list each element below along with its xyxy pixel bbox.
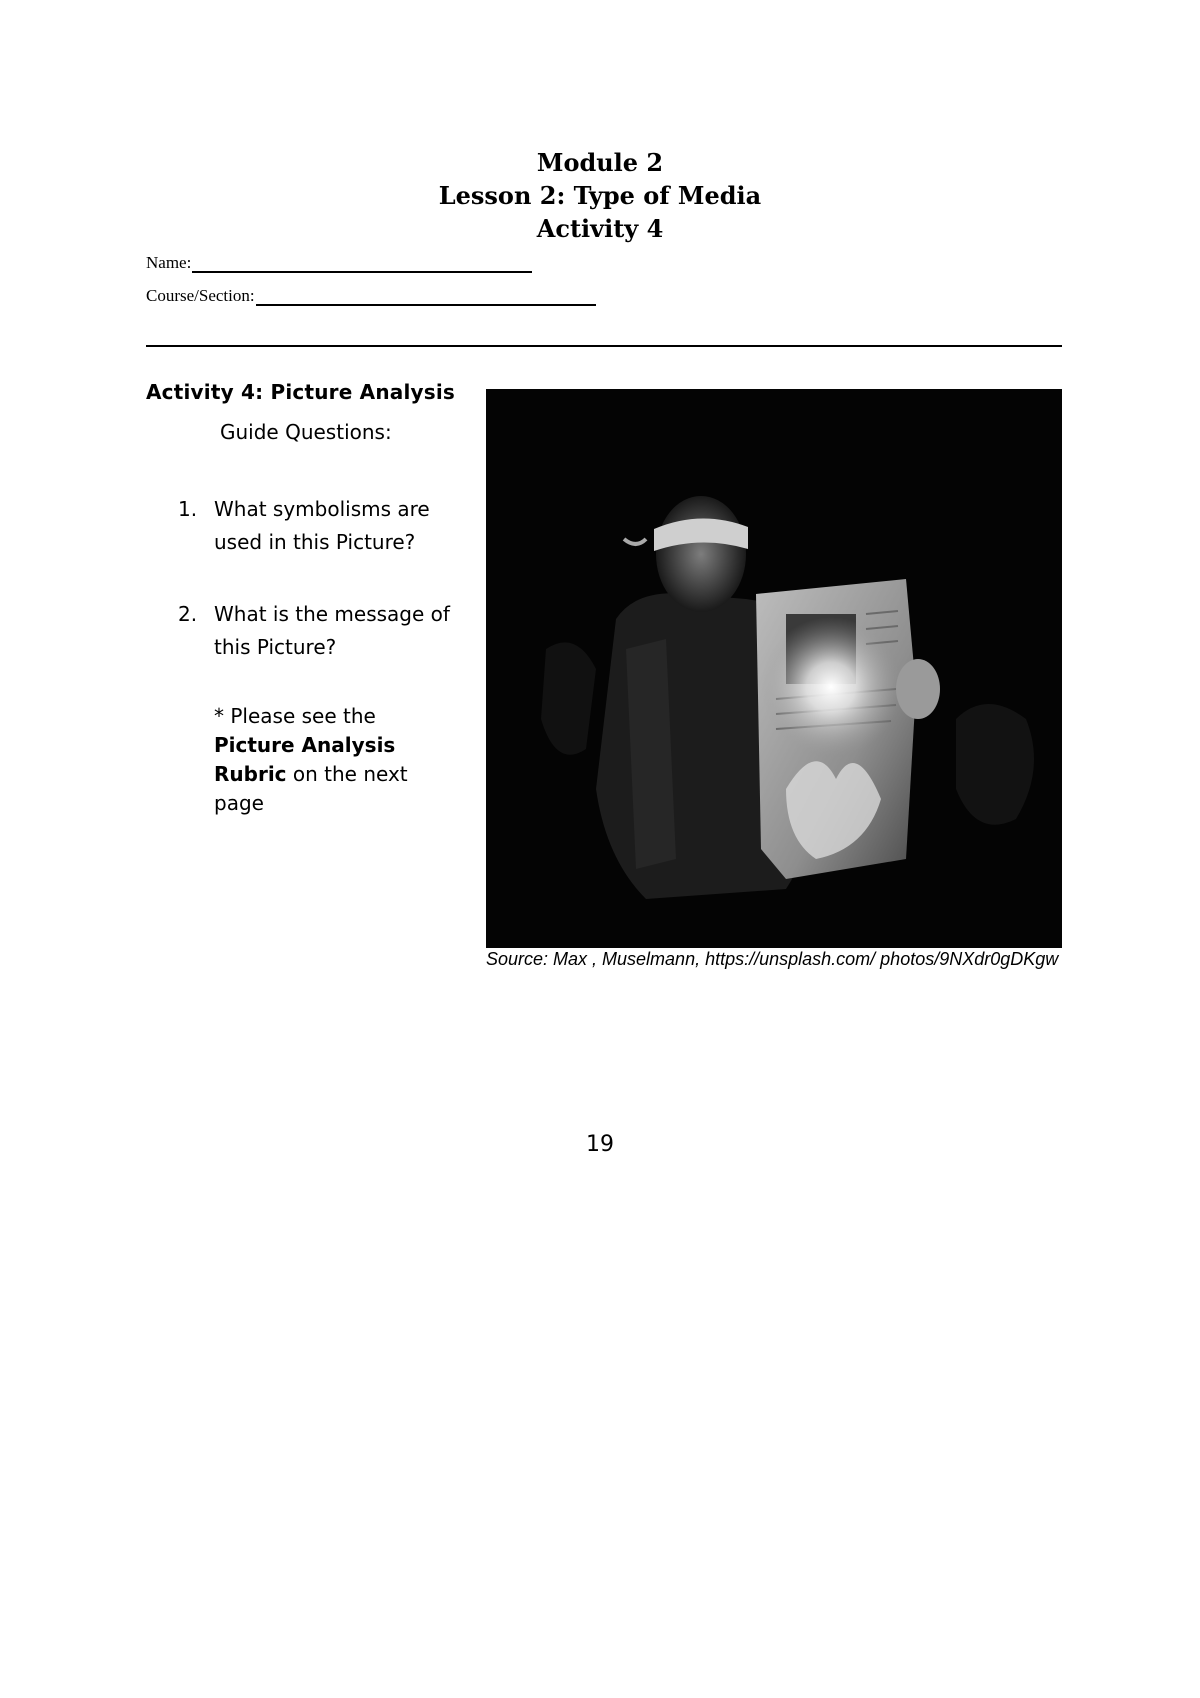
activity-title: Activity 4: Picture Analysis [146, 380, 456, 404]
rubric-note-suffix: on the next page [214, 762, 408, 815]
guide-questions-label: Guide Questions: [220, 420, 392, 444]
name-field[interactable] [146, 253, 532, 273]
question-item [178, 598, 468, 664]
course-section-label: Course/Section: [146, 286, 255, 305]
question-number: 2. [178, 602, 198, 626]
module-title: Module 2 [536, 148, 664, 177]
name-label: Name: [146, 253, 192, 272]
course-section-field[interactable] [146, 286, 596, 306]
activity-instructions [146, 380, 466, 815]
rubric-note-prefix: * Please see the [214, 704, 376, 728]
analysis-photo [486, 389, 1062, 948]
course-section-underline[interactable] [256, 286, 596, 306]
question-text: What symbolisms are used in this Picture? [214, 497, 430, 554]
page-header [0, 146, 1200, 245]
photo-source-caption: Source: Max , Muselmann, https://unsplash.com/ photos/9NXdr0gDKgw [486, 949, 1059, 969]
question-text: What is the message of this Picture? [214, 602, 450, 659]
rubric-note [214, 702, 454, 818]
question-number: 1. [178, 497, 198, 521]
blindfolded-man-burning-newspaper-image [486, 389, 1062, 948]
rubric-note-bold: Picture Analysis Rubric [214, 733, 396, 786]
question-item [178, 493, 468, 559]
activity-heading: Activity 4 [536, 214, 664, 243]
header-divider [146, 345, 1062, 347]
name-underline[interactable] [192, 253, 532, 273]
lesson-title: Lesson 2: Type of Media [438, 181, 762, 210]
page-number: 19 [586, 1132, 614, 1157]
